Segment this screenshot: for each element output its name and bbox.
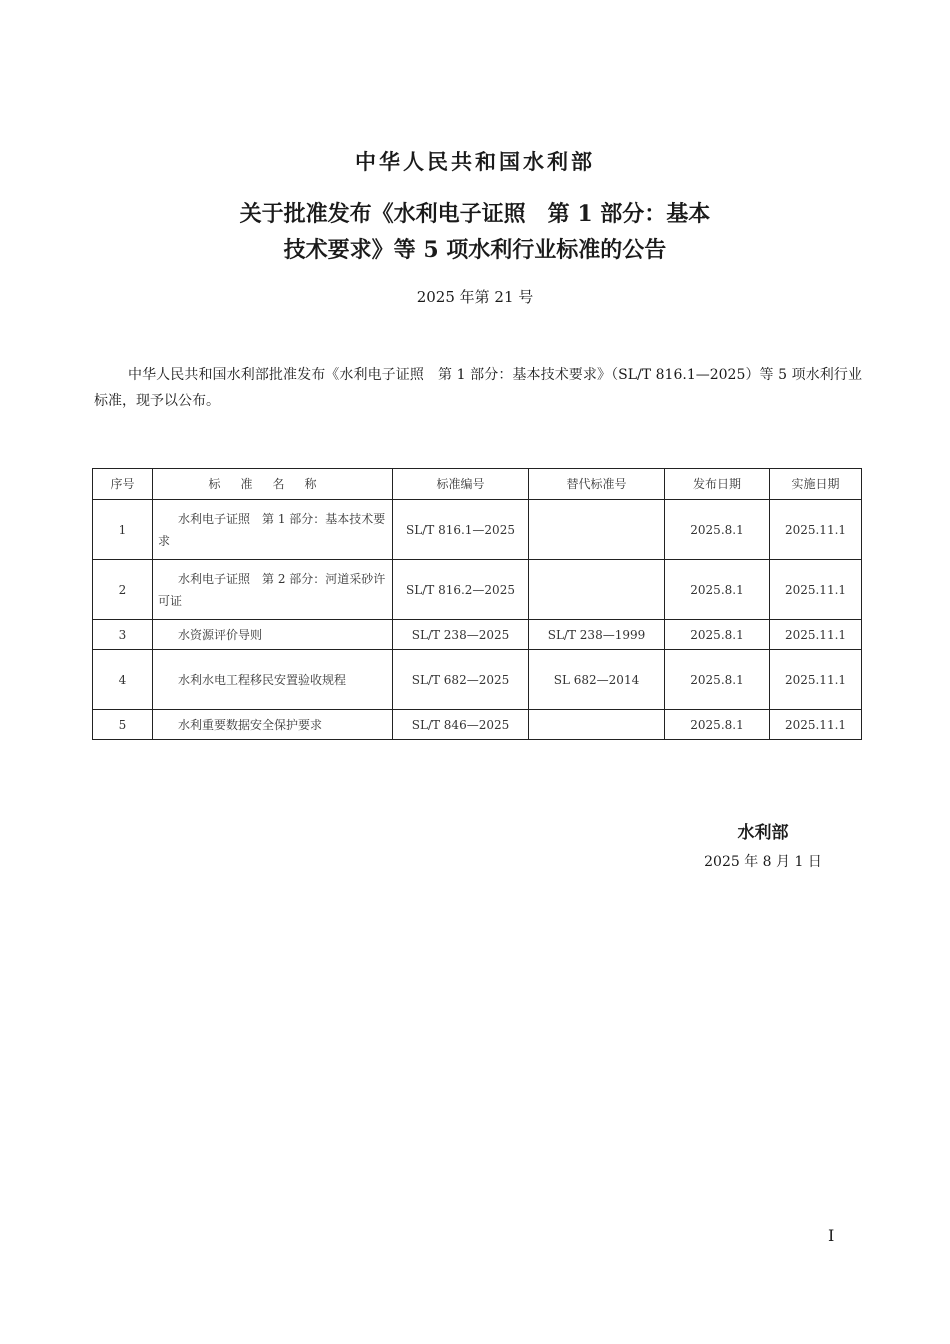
page-number: I — [828, 1226, 835, 1245]
table-row — [93, 650, 862, 710]
title-line-1: 关于批准发布《水利电子证照 第 1 部分：基本 — [239, 201, 711, 227]
cell-no: 1 — [93, 500, 153, 560]
cell-code: SL/T 846—2025 — [393, 710, 529, 740]
table-row — [93, 560, 862, 620]
cell-release-date: 2025.8.1 — [665, 500, 770, 560]
cell-code: SL/T 682—2025 — [393, 650, 529, 710]
standards-table — [92, 468, 862, 740]
header-code: 标准编号 — [393, 469, 529, 500]
title-line-2: 技术要求》等 5 项水利行业标准的公告 — [283, 237, 667, 263]
header-replaces: 替代标准号 — [529, 469, 665, 500]
signature-date: 2025 年 8 月 1 日 — [704, 854, 822, 870]
table-row — [93, 500, 862, 560]
cell-release-date: 2025.8.1 — [665, 620, 770, 650]
cell-name: 水利重要数据安全保护要求 — [153, 710, 393, 740]
cell-code: SL/T 816.1—2025 — [393, 500, 529, 560]
header-effective-date: 实施日期 — [770, 469, 862, 500]
cell-replaces — [529, 710, 665, 740]
cell-effective-date: 2025.11.1 — [770, 500, 862, 560]
cell-release-date: 2025.8.1 — [665, 560, 770, 620]
header-name: 标准名称 — [153, 469, 393, 500]
header-no: 序号 — [93, 469, 153, 500]
cell-code: SL/T 816.2—2025 — [393, 560, 529, 620]
signature-block — [700, 818, 826, 871]
cell-name: 水资源评价导则 — [153, 620, 393, 650]
cell-replaces — [529, 560, 665, 620]
cell-effective-date: 2025.11.1 — [770, 620, 862, 650]
body-paragraph: 中华人民共和国水利部批准发布《水利电子证照 第 1 部分：基本技术要求》（SL/T 816.1—2025）等 5 项水利行业标准，现予以公布。 — [94, 367, 862, 409]
table-row — [93, 710, 862, 740]
table-row — [93, 620, 862, 650]
cell-no: 3 — [93, 620, 153, 650]
cell-name: 水利电子证照 第 2 部分：河道采砂许可证 — [153, 560, 393, 620]
signature-org: 水利部 — [737, 823, 789, 843]
header-release-date: 发布日期 — [665, 469, 770, 500]
ministry-name: 中华人民共和国水利部 — [355, 149, 595, 174]
cell-effective-date: 2025.11.1 — [770, 710, 862, 740]
cell-no: 5 — [93, 710, 153, 740]
announcement-title — [0, 196, 950, 268]
cell-effective-date: 2025.11.1 — [770, 650, 862, 710]
cell-replaces: SL 682—2014 — [529, 650, 665, 710]
cell-replaces — [529, 500, 665, 560]
cell-release-date: 2025.8.1 — [665, 710, 770, 740]
cell-effective-date: 2025.11.1 — [770, 560, 862, 620]
announcement-number: 2025 年第 21 号 — [416, 288, 534, 306]
cell-release-date: 2025.8.1 — [665, 650, 770, 710]
cell-name: 水利电子证照 第 1 部分：基本技术要求 — [153, 500, 393, 560]
cell-name: 水利水电工程移民安置验收规程 — [153, 650, 393, 710]
cell-replaces: SL/T 238—1999 — [529, 620, 665, 650]
table-header-row — [93, 469, 862, 500]
cell-no: 4 — [93, 650, 153, 710]
cell-no: 2 — [93, 560, 153, 620]
cell-code: SL/T 238—2025 — [393, 620, 529, 650]
